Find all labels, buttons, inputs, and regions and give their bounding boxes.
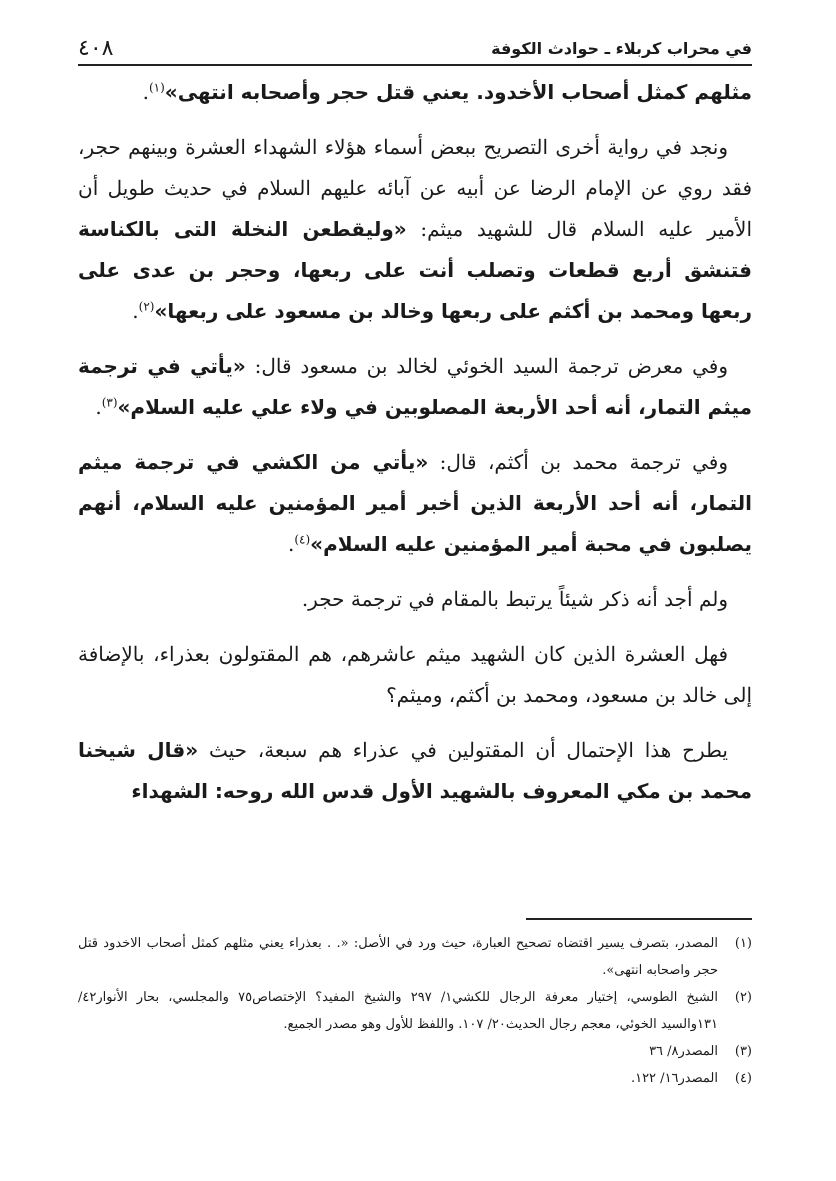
paragraph-1	[78, 72, 752, 113]
paragraph-2	[78, 127, 752, 332]
paragraph-end: .	[142, 80, 149, 104]
paragraph-text: وفي معرض ترجمة السيد الخوئي لخالد بن مسعود قال:	[245, 354, 728, 378]
footnote-text: المصدر٨/ ٣٦	[649, 1044, 718, 1059]
footnote-text: المصدر، بتصرف يسير اقتضاه تصحيح العبارة، حيث ورد في الأصل: «. . بعذراء يعني مثلهم كمثل أصحاب الاخدود قتل حجر واصحابه انتهى».	[78, 936, 718, 978]
footnote-1	[78, 930, 752, 984]
footnote-ref-2: (٢)	[138, 299, 155, 314]
page-number: ٤٠٨	[78, 35, 114, 61]
footnote-3	[78, 1038, 752, 1065]
paragraph-text: يطرح هذا الإحتمال أن المقتولين في عذراء هم سبعة، حيث	[198, 738, 728, 762]
paragraph-end: .	[132, 299, 139, 323]
footnote-2	[78, 984, 752, 1038]
paragraph-end: .	[287, 532, 295, 556]
footnote-ref-3: (٣)	[101, 395, 118, 410]
page-header	[78, 32, 752, 66]
main-text	[78, 72, 752, 826]
footnotes	[78, 930, 752, 1092]
paragraph-6	[78, 634, 752, 716]
footnote-divider	[526, 918, 752, 920]
footnote-number: (٣)	[734, 1044, 752, 1059]
paragraph-text: فهل العشرة الذين كان الشهيد ميثم عاشرهم، هم المقتولون بعذراء، بالإضافة إلى خالد بن مسعود، ومحمد بن أكثم، وميثم؟	[78, 642, 752, 707]
quote-text: «قال شيخنا محمد بن مكي المعروف بالشهيد الأول قدس الله روحه: الشهداء	[78, 738, 752, 803]
quote-text: «يأتي في ترجمة ميثم التمار، أنه أحد الأربعة المصلوبين في ولاء علي عليه السلام»	[78, 354, 752, 419]
footnote-ref-1: (١)	[148, 80, 165, 95]
quote-text: «يأتي من الكشي في ترجمة ميثم التمار، أنه أحد الأربعة الذين أخبر أمير المؤمنين عليه السلام، أنهم يصلبون في محبة أمير المؤمنين عليه السلام»	[78, 450, 752, 556]
footnote-4	[78, 1065, 752, 1092]
quote-text: مثلهم كمثل أصحاب الأخدود. يعني قتل حجر وأصحابه انتهى»	[164, 80, 752, 104]
paragraph-5	[78, 579, 752, 620]
footnote-ref-4: (٤)	[294, 532, 311, 547]
paragraph-3	[78, 346, 752, 428]
footnote-number: (٤)	[734, 1071, 752, 1086]
paragraph-end: .	[95, 395, 102, 419]
running-title: في محراب كربلاء ـ حوادث الكوفة	[491, 38, 752, 58]
paragraph-4	[78, 442, 752, 565]
footnote-number: (٢)	[734, 990, 752, 1005]
paragraph-7	[78, 730, 752, 812]
footnote-text: الشيخ الطوسي، إختيار معرفة الرجال للكشي١/ ٢٩٧ والشيخ المفيد؟ الإختصاص٧٥ والمجلسي، بحار الأنوار٤٢/ ١٣١والسيد الخوئي، معجم رجال الحديث٢٠/ ١٠٧. واللفظ للأول وهو مصدر الجميع.	[78, 990, 719, 1032]
footnote-number: (١)	[734, 936, 752, 951]
quote-text: «وليقطعن النخلة التى بالكناسة فتنشق أربع قطعات وتصلب أنت على ربعها، وحجر بن عدى على ربعها ومحمد بن أكثم على ربعها وخالد بن مسعود على ربعها»	[78, 217, 752, 323]
paragraph-text: وفي ترجمة محمد بن أكثم، قال:	[428, 450, 728, 474]
paragraph-text: ونجد في رواية أخرى التصريح ببعض أسماء هؤلاء الشهداء العشرة وبينهم حجر، فقد روي عن الإمام الرضا عن أبيه عن آبائه عليهم السلام في حديث طويل أن الأمير عليه السلام قال للشهيد ميثم:	[78, 135, 752, 241]
paragraph-text: ولم أجد أنه ذكر شيئاً يرتبط بالمقام في ترجمة حجر.	[301, 587, 728, 611]
footnote-text: المصدر١٦/ ١٢٢.	[630, 1071, 718, 1086]
